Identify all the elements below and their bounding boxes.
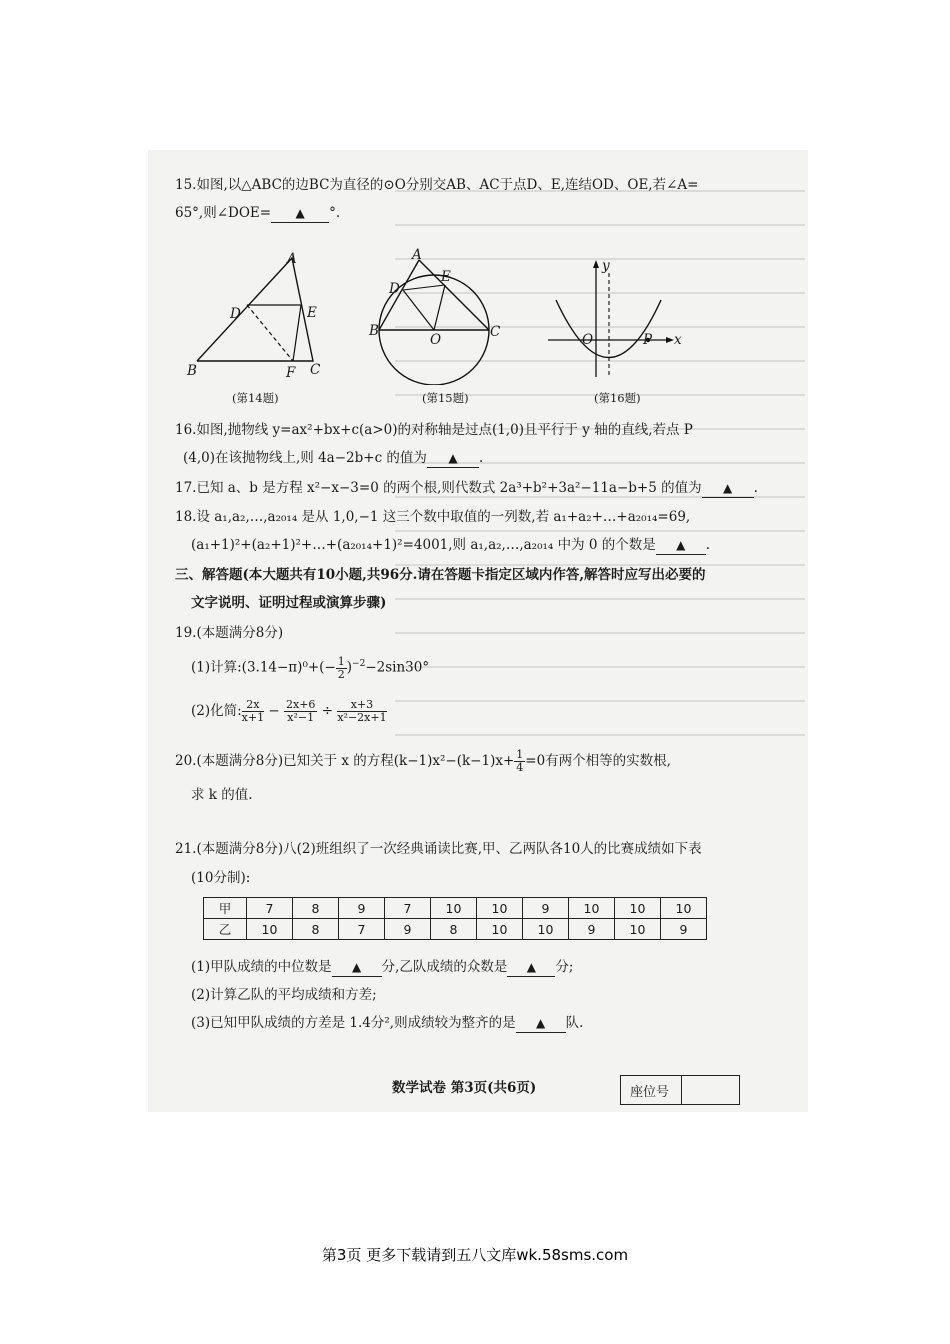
fig14-label-B: B [187, 363, 197, 379]
table-row [204, 919, 707, 940]
score-cell: 9 [339, 898, 385, 919]
team-cell: 甲 [204, 898, 247, 919]
fig14-label-E: E [307, 305, 317, 321]
figure-16 [542, 255, 682, 383]
team-cell: 乙 [204, 919, 247, 940]
figure-14 [185, 248, 325, 380]
q19-part1: (1)计算:(3.14−π)⁰+(− $\frac{1}{2}$ )$^{-2}$−2sin30° [191, 654, 430, 681]
q19-title: 19.(本题满分8分) [175, 625, 284, 641]
fig16-label-O: O [582, 332, 594, 348]
fig15-caption: (第15题) [422, 391, 469, 405]
q21-line1: 21.(本题满分8分)八(2)班组织了一次经典诵读比赛,甲、乙两队各10人的比赛成绩如下表 [175, 841, 702, 857]
score-cell: 7 [385, 898, 431, 919]
q15-line1: 15.如图,以△ABC的边BC为直径的⊙O分别交AB、AC于点D、E,连结OD、OE,若∠A= [175, 177, 699, 193]
fig16-caption: (第16题) [594, 391, 641, 405]
seat-label: 座位号 [630, 1085, 670, 1100]
q15-answer-blank: ▲ [271, 204, 329, 223]
q15-line2: 65°,则∠DOE= ▲ °. [175, 205, 341, 221]
q17-line: 17.已知 a、b 是方程 x²−x−3=0 的两个根,则代数式 2a³+b²+3a²−11a−b+5 的值为 ▲ . [175, 480, 758, 496]
score-cell: 9 [569, 919, 615, 940]
q21-sub3: (3)已知甲队成绩的方差是 1.4分²,则成绩较为整齐的是 ▲ 队. [191, 1015, 584, 1031]
score-cell: 8 [293, 919, 339, 940]
q21-median-blank: ▲ [332, 958, 382, 977]
score-cell: 9 [661, 919, 707, 940]
q21-mode-blank: ▲ [507, 958, 555, 977]
q21-line2: (10分制): [191, 870, 251, 886]
q18-line1: 18.设 a₁,a₂,…,a₂₀₁₄ 是从 1,0,−1 这三个数中取值的一列数,若 a₁+a₂+…+a₂₀₁₄=69, [175, 509, 691, 525]
fig14-label-C: C [310, 362, 321, 378]
fig15-label-A: A [412, 247, 422, 263]
q18-line2: (a₁+1)²+(a₂+1)²+…+(a₂₀₁₄+1)²=4001,则 a₁,a₂,…,a₂₀₁₄ 中为 0 的个数是 ▲ . [191, 537, 711, 553]
fig15-label-B: B [369, 323, 379, 339]
score-cell: 10 [569, 898, 615, 919]
score-cell: 7 [247, 898, 293, 919]
q21-sub2: (2)计算乙队的平均成绩和方差; [191, 987, 377, 1003]
score-cell: 10 [615, 898, 661, 919]
fig16-label-x: x [674, 332, 682, 348]
score-cell: 8 [293, 898, 339, 919]
score-cell: 8 [431, 919, 477, 940]
fig16-label-y: y [602, 258, 610, 274]
score-cell: 9 [523, 898, 569, 919]
q16-answer-blank: ▲ [427, 449, 479, 468]
fig15-label-C: C [490, 324, 501, 340]
q19-part2: (2)化简: $\frac{2x}{x+1}$ − $\frac{2x+6}{\text{x²−1}}$ ÷ $\frac{x+3}{\text{x²−2x+1}}$ [191, 698, 387, 724]
seat-number-box [620, 1075, 740, 1105]
fig14-label-A: A [287, 251, 297, 267]
q17-answer-blank: ▲ [702, 479, 754, 498]
score-cell: 10 [431, 898, 477, 919]
score-cell: 9 [385, 919, 431, 940]
score-table [203, 897, 707, 940]
fig15-label-O: O [430, 332, 442, 348]
section3-heading-line2: 文字说明、证明过程或演算步骤) [191, 595, 387, 611]
score-cell: 10 [615, 919, 661, 940]
figure-15 [370, 255, 510, 385]
score-cell: 10 [661, 898, 707, 919]
q16-line1: 16.如图,抛物线 y=ax²+bx+c(a>0)的对称轴是过点(1,0)且平行于 y 轴的直线,若点 P [175, 422, 693, 438]
fig16-label-P: P [643, 332, 653, 348]
fig14-caption: (第14题) [232, 391, 279, 405]
fig14-label-D: D [230, 306, 241, 322]
q21-sub1: (1)甲队成绩的中位数是 ▲ 分,乙队成绩的众数是 ▲ 分; [191, 959, 574, 975]
score-cell: 10 [477, 919, 523, 940]
q21-team-blank: ▲ [516, 1014, 566, 1033]
page-label: 数学试卷 第3页(共6页) [392, 1080, 537, 1096]
score-cell: 10 [477, 898, 523, 919]
score-cell: 10 [247, 919, 293, 940]
q18-answer-blank: ▲ [656, 536, 706, 555]
q20-line1: 20.(本题满分8分)已知关于 x 的方程(k−1)x²−(k−1)x+ $\frac{1}{4}$ =0有两个相等的实数根, [175, 748, 671, 774]
section3-heading-line1: 三、解答题(本大题共有10小题,共96分.请在答题卡指定区域内作答,解答时应写出必要的 [175, 567, 706, 583]
seat-divider [681, 1076, 682, 1104]
fig15-label-D: D [389, 281, 400, 297]
fig14-label-F: F [286, 365, 296, 381]
q20-line2: 求 k 的值. [191, 787, 253, 803]
fig15-label-E: E [441, 269, 451, 285]
q16-line2: (4,0)在该抛物线上,则 4a−2b+c 的值为 ▲ . [183, 450, 484, 466]
download-footer: 第3页 更多下载请到五八文库wk.58sms.com [321, 1246, 629, 1264]
score-cell: 7 [339, 919, 385, 940]
table-row [204, 898, 707, 919]
score-cell: 10 [523, 919, 569, 940]
